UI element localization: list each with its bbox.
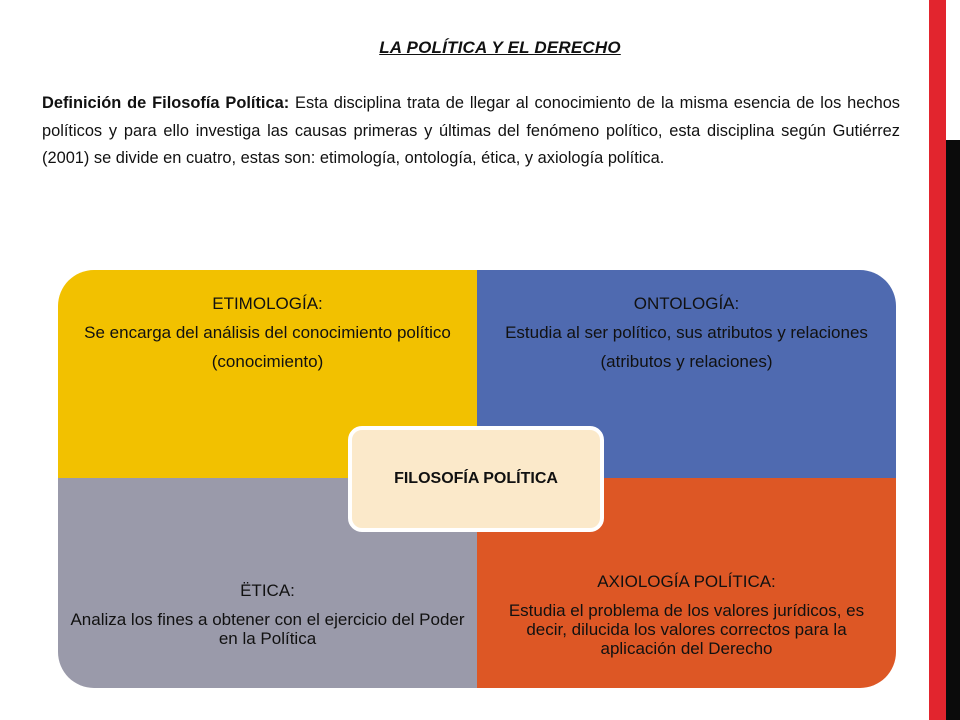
axiologia-heading: AXIOLOGÍA POLÍTICA:: [597, 572, 776, 591]
etica-heading: ËTICA:: [240, 581, 295, 600]
ontologia-heading: ONTOLOGÍA:: [633, 294, 740, 313]
etimologia-description: Se encarga del análisis del conocimiento político: [84, 323, 451, 342]
ontologia-note: (atributos y relaciones): [600, 352, 773, 371]
accent-bar-red: [929, 0, 946, 720]
center-filosofia-politica: FILOSOFÍA POLÍTICA: [348, 426, 604, 532]
etimologia-heading: ETIMOLOGÍA:: [212, 294, 323, 313]
definition-label: Definición de Filosofía Política:: [42, 94, 290, 112]
page-title: LA POLÍTICA Y EL DERECHO: [379, 38, 621, 57]
etica-description: Analiza los fines a obtener con el ejercicio del Poder en la Política: [70, 610, 465, 648]
etimologia-note: (conocimiento): [211, 352, 324, 371]
axiologia-description: Estudia el problema de los valores jurídicos, es decir, dilucida los valores correctos para la aplicación del Derecho: [508, 601, 865, 658]
definition-paragraph: [42, 90, 900, 173]
ontologia-description: Estudia al ser político, sus atributos y relaciones: [505, 323, 868, 342]
definition-text: Esta disciplina trata de llegar al conocimiento de la misma esencia de los hechos políticos y para ello investiga las causas primeras y últimas del fenómeno político, esta disciplina según Gutiérrez (2001) se divide en cuatro, estas son: etimología, ontología, ética, y axiología política.: [42, 94, 901, 167]
accent-bar-black: [946, 140, 960, 720]
